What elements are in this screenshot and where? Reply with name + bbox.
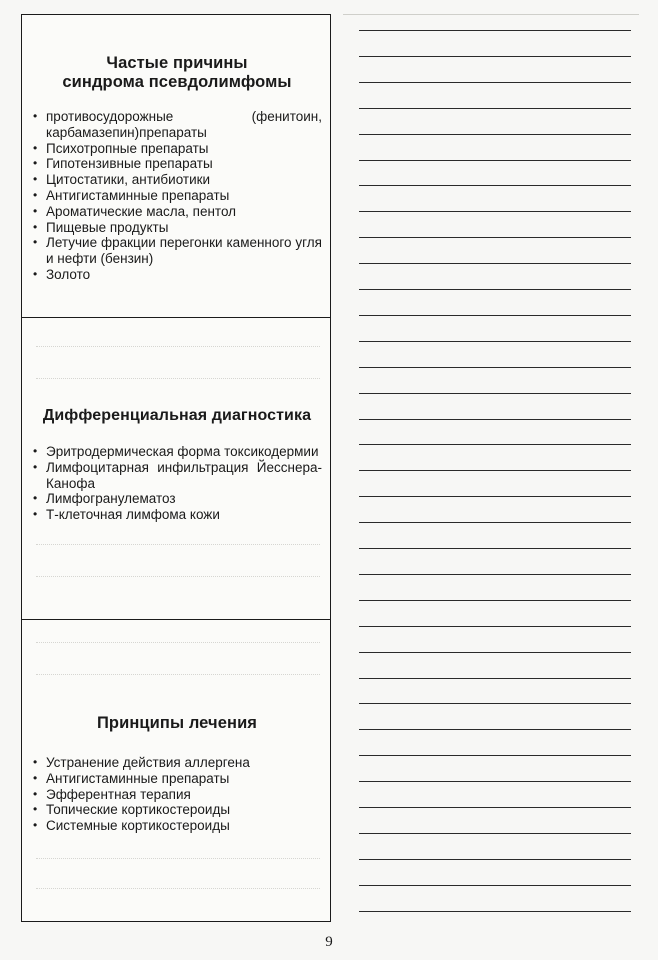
list-item-text: Психотропные препараты: [46, 140, 209, 156]
list-item: [32, 188, 322, 204]
bullet-icon: •: [33, 444, 38, 458]
card-treatment: [22, 619, 330, 922]
bullet-icon: •: [33, 786, 38, 801]
list-item-text: Лимфоцитарная инфильтрация Йесснера-Канофа: [46, 459, 322, 491]
list-item-text: Антигистаминные препараты: [46, 770, 230, 786]
note-line: [359, 574, 631, 575]
show-through-line: [36, 888, 320, 889]
bullet-icon: •: [33, 802, 38, 817]
card-treatment-list: [32, 755, 322, 834]
list-item: [32, 755, 322, 771]
note-line: [359, 522, 631, 523]
bullet-icon: •: [33, 755, 38, 769]
list-item: [32, 109, 322, 141]
list-item: [32, 491, 322, 507]
list-item: [32, 771, 322, 787]
note-line: [359, 626, 631, 627]
show-through-line: [36, 642, 320, 643]
note-line: [359, 729, 631, 730]
list-item: [32, 220, 322, 236]
card-causes-title: [32, 15, 322, 92]
list-item-text: Эритродермическая форма токсикодермии: [46, 444, 319, 459]
card-causes-title-line-2: синдрома псевдолимфомы: [62, 73, 292, 91]
note-line: [359, 600, 631, 601]
note-line: [359, 470, 631, 471]
show-through-line: [36, 346, 320, 347]
list-item: [32, 235, 322, 267]
list-item-text: Летучие фракции перегонки каменного угля и нефти (бензин): [46, 235, 322, 267]
note-line: [359, 781, 631, 782]
bullet-icon: •: [33, 459, 38, 474]
bullet-icon: •: [33, 770, 38, 785]
note-line: [359, 859, 631, 860]
note-line: [359, 263, 631, 264]
bullet-icon: •: [33, 818, 38, 833]
note-line: [359, 30, 631, 31]
list-item-text: Ароматические масла, пентол: [46, 203, 237, 219]
list-item: [32, 444, 322, 460]
card-differential-title: Дифференциальная диагностика: [42, 407, 312, 424]
note-line: [359, 211, 631, 212]
list-item-text: Гипотензивные препараты: [46, 156, 213, 172]
list-item-text: Лимфогранулематоз: [46, 491, 176, 507]
list-item: [32, 802, 322, 818]
card-differential: [22, 317, 330, 619]
note-line: [359, 393, 631, 394]
list-item-text: Устранение действия аллергена: [46, 755, 250, 770]
note-line: [359, 185, 631, 186]
show-through-line: [36, 544, 320, 545]
list-item-text: Топические кортикостероиды: [46, 802, 231, 818]
bullet-icon: •: [33, 187, 38, 202]
card-causes: [22, 15, 330, 317]
note-line: [359, 755, 631, 756]
list-item-text: Цитостатики, антибиотики: [46, 172, 211, 188]
note-line: [359, 496, 631, 497]
note-line: [359, 160, 631, 161]
note-line: [359, 237, 631, 238]
list-item: [32, 204, 322, 220]
note-line: [359, 703, 631, 704]
card-differential-list: [32, 444, 322, 523]
list-item-text: Эфферентная терапия: [46, 786, 191, 802]
note-line: [359, 341, 631, 342]
note-line: [359, 548, 631, 549]
note-line: [359, 289, 631, 290]
list-item: [32, 507, 322, 523]
list-item: [32, 460, 322, 492]
note-line: [359, 444, 631, 445]
bullet-icon: •: [33, 491, 38, 506]
bullet-icon: •: [33, 172, 38, 187]
show-through-line: [36, 378, 320, 379]
bullet-icon: •: [33, 203, 38, 218]
bullet-icon: •: [33, 109, 38, 123]
list-item: [32, 172, 322, 188]
bullet-icon: •: [33, 507, 38, 522]
note-line: [359, 807, 631, 808]
note-line: [359, 885, 631, 886]
list-item-text: Пищевые продукты: [46, 219, 169, 235]
list-item-text: противосудорожные (фенитоин, карбамазепин)препараты: [46, 109, 322, 140]
note-line: [359, 108, 631, 109]
show-through-line: [36, 858, 320, 859]
bullet-icon: •: [33, 219, 38, 234]
page-number: 9: [325, 934, 333, 950]
show-through-line: [36, 674, 320, 675]
list-item: [32, 156, 322, 172]
list-item-text: Антигистаминные препараты: [46, 187, 230, 203]
list-item: [32, 787, 322, 803]
note-line: [359, 134, 631, 135]
notes-area[interactable]: [343, 14, 639, 922]
note-line: [359, 367, 631, 368]
list-item: [32, 267, 322, 283]
list-item-text: Т-клеточная лимфома кожи: [46, 507, 220, 523]
list-item-text: Золото: [46, 266, 91, 282]
bullet-icon: •: [33, 156, 38, 171]
note-line: [359, 911, 631, 912]
bullet-icon: •: [33, 266, 38, 281]
card-causes-title-line-1: Частые причины: [106, 54, 248, 72]
bullet-icon: •: [33, 140, 38, 155]
note-line: [359, 315, 631, 316]
note-line: [359, 419, 631, 420]
list-item: [32, 818, 322, 834]
note-line: [359, 652, 631, 653]
note-line: [359, 833, 631, 834]
cards-column: [21, 14, 331, 922]
list-item-text: Системные кортикостероиды: [46, 818, 230, 834]
notes-frame-top: [343, 14, 639, 15]
show-through-line: [36, 576, 320, 577]
card-causes-list: [32, 109, 322, 283]
bullet-icon: •: [33, 235, 38, 250]
card-treatment-title: Принципы лечения: [96, 714, 258, 732]
note-line: [359, 82, 631, 83]
list-item: [32, 141, 322, 157]
note-line: [359, 56, 631, 57]
note-line: [359, 678, 631, 679]
